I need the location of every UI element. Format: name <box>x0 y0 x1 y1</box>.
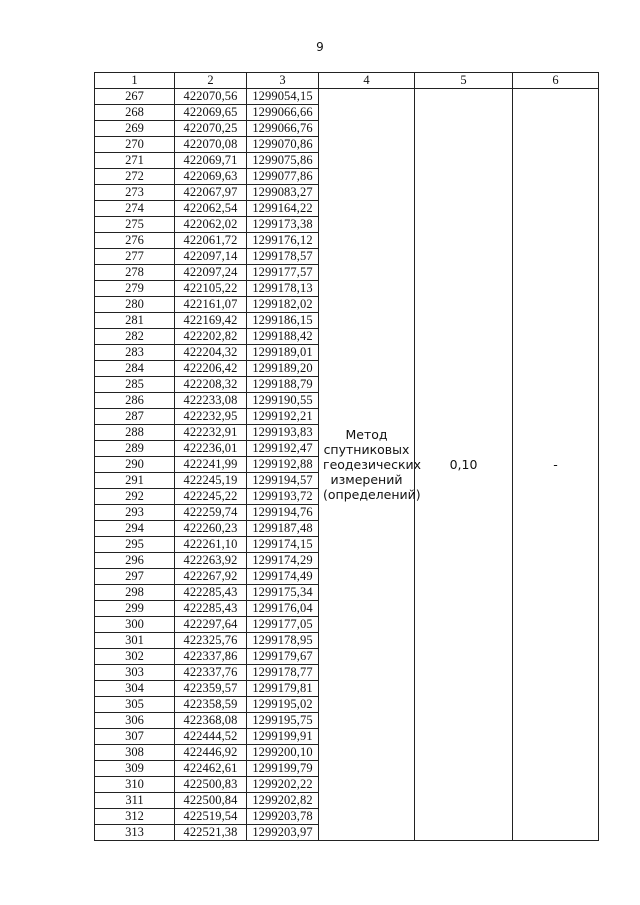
coord-y-cell: 1299070,86 <box>247 137 319 153</box>
coord-y-cell: 1299202,82 <box>247 793 319 809</box>
coord-x-cell: 422259,74 <box>175 505 247 521</box>
coord-x-cell: 422097,14 <box>175 249 247 265</box>
coord-y-cell: 1299192,88 <box>247 457 319 473</box>
point-number-cell: 270 <box>95 137 175 153</box>
coord-y-cell: 1299178,57 <box>247 249 319 265</box>
point-number-cell: 299 <box>95 601 175 617</box>
point-number-cell: 284 <box>95 361 175 377</box>
header-cell: 3 <box>247 73 319 89</box>
point-number-cell: 274 <box>95 201 175 217</box>
coord-x-cell: 422462,61 <box>175 761 247 777</box>
coord-x-cell: 422245,22 <box>175 489 247 505</box>
point-number-cell: 273 <box>95 185 175 201</box>
point-number-cell: 283 <box>95 345 175 361</box>
point-number-cell: 310 <box>95 777 175 793</box>
coord-y-cell: 1299188,79 <box>247 377 319 393</box>
coord-y-cell: 1299200,10 <box>247 745 319 761</box>
coord-x-cell: 422070,56 <box>175 89 247 105</box>
coord-y-cell: 1299176,12 <box>247 233 319 249</box>
point-number-cell: 303 <box>95 665 175 681</box>
point-number-cell: 304 <box>95 681 175 697</box>
coord-y-cell: 1299192,47 <box>247 441 319 457</box>
coord-y-cell: 1299186,15 <box>247 313 319 329</box>
coord-y-cell: 1299194,57 <box>247 473 319 489</box>
coord-y-cell: 1299203,97 <box>247 825 319 841</box>
coord-y-cell: 1299174,29 <box>247 553 319 569</box>
coord-x-cell: 422161,07 <box>175 297 247 313</box>
method-cell: Метод спутниковых геодезических измерений (определений) <box>319 89 415 841</box>
coord-y-cell: 1299195,02 <box>247 697 319 713</box>
point-number-cell: 278 <box>95 265 175 281</box>
point-number-cell: 309 <box>95 761 175 777</box>
coord-y-cell: 1299182,02 <box>247 297 319 313</box>
coord-y-cell: 1299192,21 <box>247 409 319 425</box>
coord-x-cell: 422500,83 <box>175 777 247 793</box>
point-number-cell: 275 <box>95 217 175 233</box>
point-number-cell: 286 <box>95 393 175 409</box>
coord-x-cell: 422206,42 <box>175 361 247 377</box>
coord-x-cell: 422069,63 <box>175 169 247 185</box>
point-number-cell: 311 <box>95 793 175 809</box>
coord-y-cell: 1299179,81 <box>247 681 319 697</box>
coord-x-cell: 422285,43 <box>175 585 247 601</box>
point-number-cell: 267 <box>95 89 175 105</box>
point-number-cell: 271 <box>95 153 175 169</box>
coord-x-cell: 422169,42 <box>175 313 247 329</box>
accuracy-cell: 0,10 <box>415 89 513 841</box>
point-number-cell: 291 <box>95 473 175 489</box>
column-6-cell: - <box>513 89 599 841</box>
coord-y-cell: 1299193,72 <box>247 489 319 505</box>
coord-x-cell: 422236,01 <box>175 441 247 457</box>
coord-y-cell: 1299164,22 <box>247 201 319 217</box>
coord-x-cell: 422070,08 <box>175 137 247 153</box>
coord-y-cell: 1299190,55 <box>247 393 319 409</box>
point-number-cell: 279 <box>95 281 175 297</box>
coord-x-cell: 422070,25 <box>175 121 247 137</box>
coord-x-cell: 422267,92 <box>175 569 247 585</box>
coord-y-cell: 1299054,15 <box>247 89 319 105</box>
coord-y-cell: 1299176,04 <box>247 601 319 617</box>
coord-x-cell: 422521,38 <box>175 825 247 841</box>
point-number-cell: 301 <box>95 633 175 649</box>
coord-y-cell: 1299202,22 <box>247 777 319 793</box>
point-number-cell: 272 <box>95 169 175 185</box>
coord-x-cell: 422261,10 <box>175 537 247 553</box>
coord-y-cell: 1299077,86 <box>247 169 319 185</box>
header-cell: 4 <box>319 73 415 89</box>
point-number-cell: 287 <box>95 409 175 425</box>
coord-x-cell: 422062,54 <box>175 201 247 217</box>
coord-x-cell: 422245,19 <box>175 473 247 489</box>
point-number-cell: 305 <box>95 697 175 713</box>
point-number-cell: 302 <box>95 649 175 665</box>
coord-y-cell: 1299195,75 <box>247 713 319 729</box>
header-cell: 6 <box>513 73 599 89</box>
point-number-cell: 268 <box>95 105 175 121</box>
header-cell: 2 <box>175 73 247 89</box>
point-number-cell: 313 <box>95 825 175 841</box>
coord-y-cell: 1299066,76 <box>247 121 319 137</box>
point-number-cell: 277 <box>95 249 175 265</box>
point-number-cell: 293 <box>95 505 175 521</box>
coord-y-cell: 1299193,83 <box>247 425 319 441</box>
point-number-cell: 308 <box>95 745 175 761</box>
point-number-cell: 306 <box>95 713 175 729</box>
coord-x-cell: 422444,52 <box>175 729 247 745</box>
coord-x-cell: 422325,76 <box>175 633 247 649</box>
coord-x-cell: 422061,72 <box>175 233 247 249</box>
header-cell: 1 <box>95 73 175 89</box>
coord-x-cell: 422069,71 <box>175 153 247 169</box>
coord-x-cell: 422069,65 <box>175 105 247 121</box>
coord-x-cell: 422519,54 <box>175 809 247 825</box>
coord-y-cell: 1299066,66 <box>247 105 319 121</box>
coord-y-cell: 1299173,38 <box>247 217 319 233</box>
header-cell: 5 <box>415 73 513 89</box>
point-number-cell: 276 <box>95 233 175 249</box>
point-number-cell: 296 <box>95 553 175 569</box>
coord-x-cell: 422337,76 <box>175 665 247 681</box>
point-number-cell: 312 <box>95 809 175 825</box>
coord-y-cell: 1299179,67 <box>247 649 319 665</box>
coord-x-cell: 422208,32 <box>175 377 247 393</box>
coord-y-cell: 1299177,05 <box>247 617 319 633</box>
coord-x-cell: 422368,08 <box>175 713 247 729</box>
coord-x-cell: 422241,99 <box>175 457 247 473</box>
point-number-cell: 295 <box>95 537 175 553</box>
coord-x-cell: 422204,32 <box>175 345 247 361</box>
coord-y-cell: 1299178,13 <box>247 281 319 297</box>
coord-x-cell: 422359,57 <box>175 681 247 697</box>
coord-x-cell: 422500,84 <box>175 793 247 809</box>
coord-y-cell: 1299194,76 <box>247 505 319 521</box>
coord-y-cell: 1299199,79 <box>247 761 319 777</box>
point-number-cell: 290 <box>95 457 175 473</box>
page-number: 9 <box>316 40 324 54</box>
coord-x-cell: 422232,95 <box>175 409 247 425</box>
coord-x-cell: 422233,08 <box>175 393 247 409</box>
table-row <box>95 89 599 105</box>
coord-y-cell: 1299083,27 <box>247 185 319 201</box>
coord-y-cell: 1299075,86 <box>247 153 319 169</box>
point-number-cell: 298 <box>95 585 175 601</box>
coord-x-cell: 422062,02 <box>175 217 247 233</box>
coord-y-cell: 1299187,48 <box>247 521 319 537</box>
coord-y-cell: 1299174,15 <box>247 537 319 553</box>
coord-y-cell: 1299189,20 <box>247 361 319 377</box>
coordinates-table <box>94 72 599 841</box>
point-number-cell: 282 <box>95 329 175 345</box>
coord-y-cell: 1299188,42 <box>247 329 319 345</box>
coord-x-cell: 422105,22 <box>175 281 247 297</box>
point-number-cell: 269 <box>95 121 175 137</box>
coord-x-cell: 422067,97 <box>175 185 247 201</box>
coord-x-cell: 422446,92 <box>175 745 247 761</box>
coord-x-cell: 422232,91 <box>175 425 247 441</box>
coord-x-cell: 422263,92 <box>175 553 247 569</box>
coord-x-cell: 422260,23 <box>175 521 247 537</box>
point-number-cell: 297 <box>95 569 175 585</box>
coord-y-cell: 1299199,91 <box>247 729 319 745</box>
coord-x-cell: 422337,86 <box>175 649 247 665</box>
coord-x-cell: 422097,24 <box>175 265 247 281</box>
point-number-cell: 289 <box>95 441 175 457</box>
point-number-cell: 285 <box>95 377 175 393</box>
coord-y-cell: 1299178,77 <box>247 665 319 681</box>
point-number-cell: 307 <box>95 729 175 745</box>
coord-x-cell: 422202,82 <box>175 329 247 345</box>
point-number-cell: 300 <box>95 617 175 633</box>
coord-y-cell: 1299203,78 <box>247 809 319 825</box>
coord-x-cell: 422285,43 <box>175 601 247 617</box>
coord-y-cell: 1299189,01 <box>247 345 319 361</box>
point-number-cell: 281 <box>95 313 175 329</box>
coord-x-cell: 422297,64 <box>175 617 247 633</box>
point-number-cell: 280 <box>95 297 175 313</box>
coord-y-cell: 1299177,57 <box>247 265 319 281</box>
point-number-cell: 294 <box>95 521 175 537</box>
coord-y-cell: 1299178,95 <box>247 633 319 649</box>
coord-y-cell: 1299175,34 <box>247 585 319 601</box>
point-number-cell: 288 <box>95 425 175 441</box>
point-number-cell: 292 <box>95 489 175 505</box>
coord-y-cell: 1299174,49 <box>247 569 319 585</box>
coord-x-cell: 422358,59 <box>175 697 247 713</box>
header-row <box>95 73 599 89</box>
